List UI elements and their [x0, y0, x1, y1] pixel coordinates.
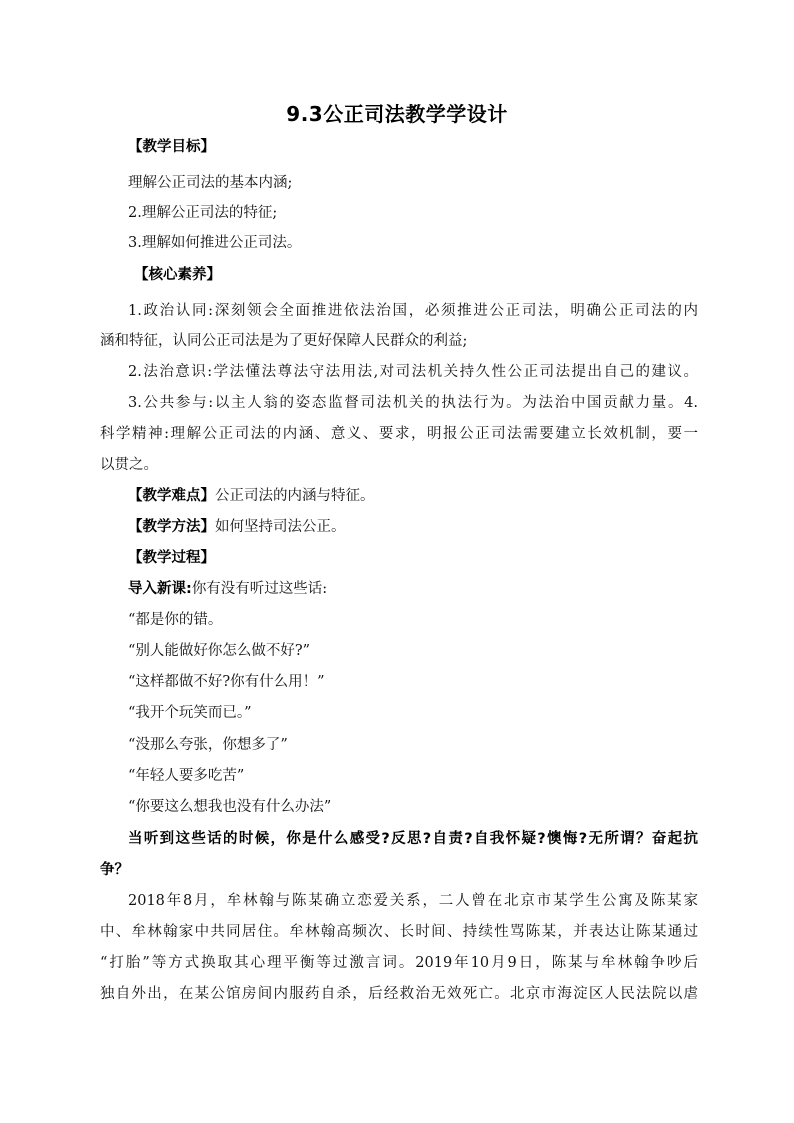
core-item-3-line-3: 以贯之。: [100, 457, 158, 473]
intro-label: 导入新课:: [128, 581, 192, 597]
difficulty-label: 【教学难点】: [128, 488, 215, 504]
method-label: 【教学方法】: [128, 519, 215, 535]
case-line: 中、牟林翰家中共同居住。牟林翰高频次、长时间、持续性骂陈某，并表达让陈某通过: [100, 924, 698, 940]
difficulty-paragraph: [128, 486, 728, 506]
quote-item: “没那么夸张，你想多了”: [128, 737, 288, 753]
intro-paragraph: [128, 579, 728, 599]
core-item-3-line-2: 科学精神:理解公正司法的内涵、意义、要求，明报公正司法需要建立长效机制，要一: [100, 426, 698, 442]
process-heading: 【教学过程】: [128, 550, 215, 566]
quote-item: “你要这么想我也没有什么办法”: [128, 799, 332, 815]
core-item-1-line-1: 1.政治认同:深刻领会全面推进依法治国，必须推进公正司法，明确公正司法的内: [128, 303, 698, 319]
document-title: 9.3公正司法教学学设计: [286, 102, 508, 126]
question-line-2: 争？: [100, 862, 129, 878]
method-paragraph: [128, 517, 728, 537]
intro-text: 你有没有听过这些话:: [191, 581, 328, 597]
core-item-1-line-2: 涵和特征，认同公正司法是为了更好保障人民群众的利益;: [100, 333, 468, 349]
case-line: 2018年8月，牟林翰与陈某确立恋爱关系，二人曾在北京市某学生公寓及陈某家: [128, 893, 698, 909]
quote-item: “都是你的错。: [128, 612, 223, 628]
quote-item: “我开个玩笑而已。”: [128, 705, 252, 721]
goal-item-3: 3.理解如何推进公正司法。: [128, 235, 302, 251]
goal-item-1: 理解公正司法的基本内涵;: [128, 175, 293, 191]
quote-item: “这样都做不好?你有什么用！”: [128, 674, 325, 690]
goals-heading: 【教学目标】: [128, 139, 215, 155]
method-text: 如何坚持司法公正。: [215, 519, 346, 535]
goal-item-2: 2.理解公正司法的特征;: [128, 205, 278, 221]
case-line: “打胎”等方式换取其心理平衡等过激言词。2019年10月9日，陈某与牟林翰争吵后: [100, 955, 698, 971]
quote-item: “别人能做好你怎么做不好?”: [128, 643, 311, 659]
quote-item: “年轻人要多吃苦”: [128, 768, 245, 784]
case-line: 独自外出，在某公馆房间内服药自杀，后经救治无效死亡。北京市海淀区人民法院以虐: [100, 986, 698, 1002]
question-line-1: 当听到这些话的时候，你是什么感受?反思?自责?自我怀疑?懊悔?无所谓？奋起抗: [128, 831, 698, 847]
core-item-2: 2.法治意识:学法懂法尊法守法用法,对司法机关持久性公正司法提出自己的建议。: [128, 364, 698, 380]
core-item-3-line-1: 3.公共参与:以主人翁的姿态监督司法机关的执法行为。为法治中国贡献力量。4.: [128, 395, 698, 411]
difficulty-text: 公正司法的内涵与特征。: [215, 488, 375, 504]
core-heading: 【核心素养】: [134, 267, 221, 283]
